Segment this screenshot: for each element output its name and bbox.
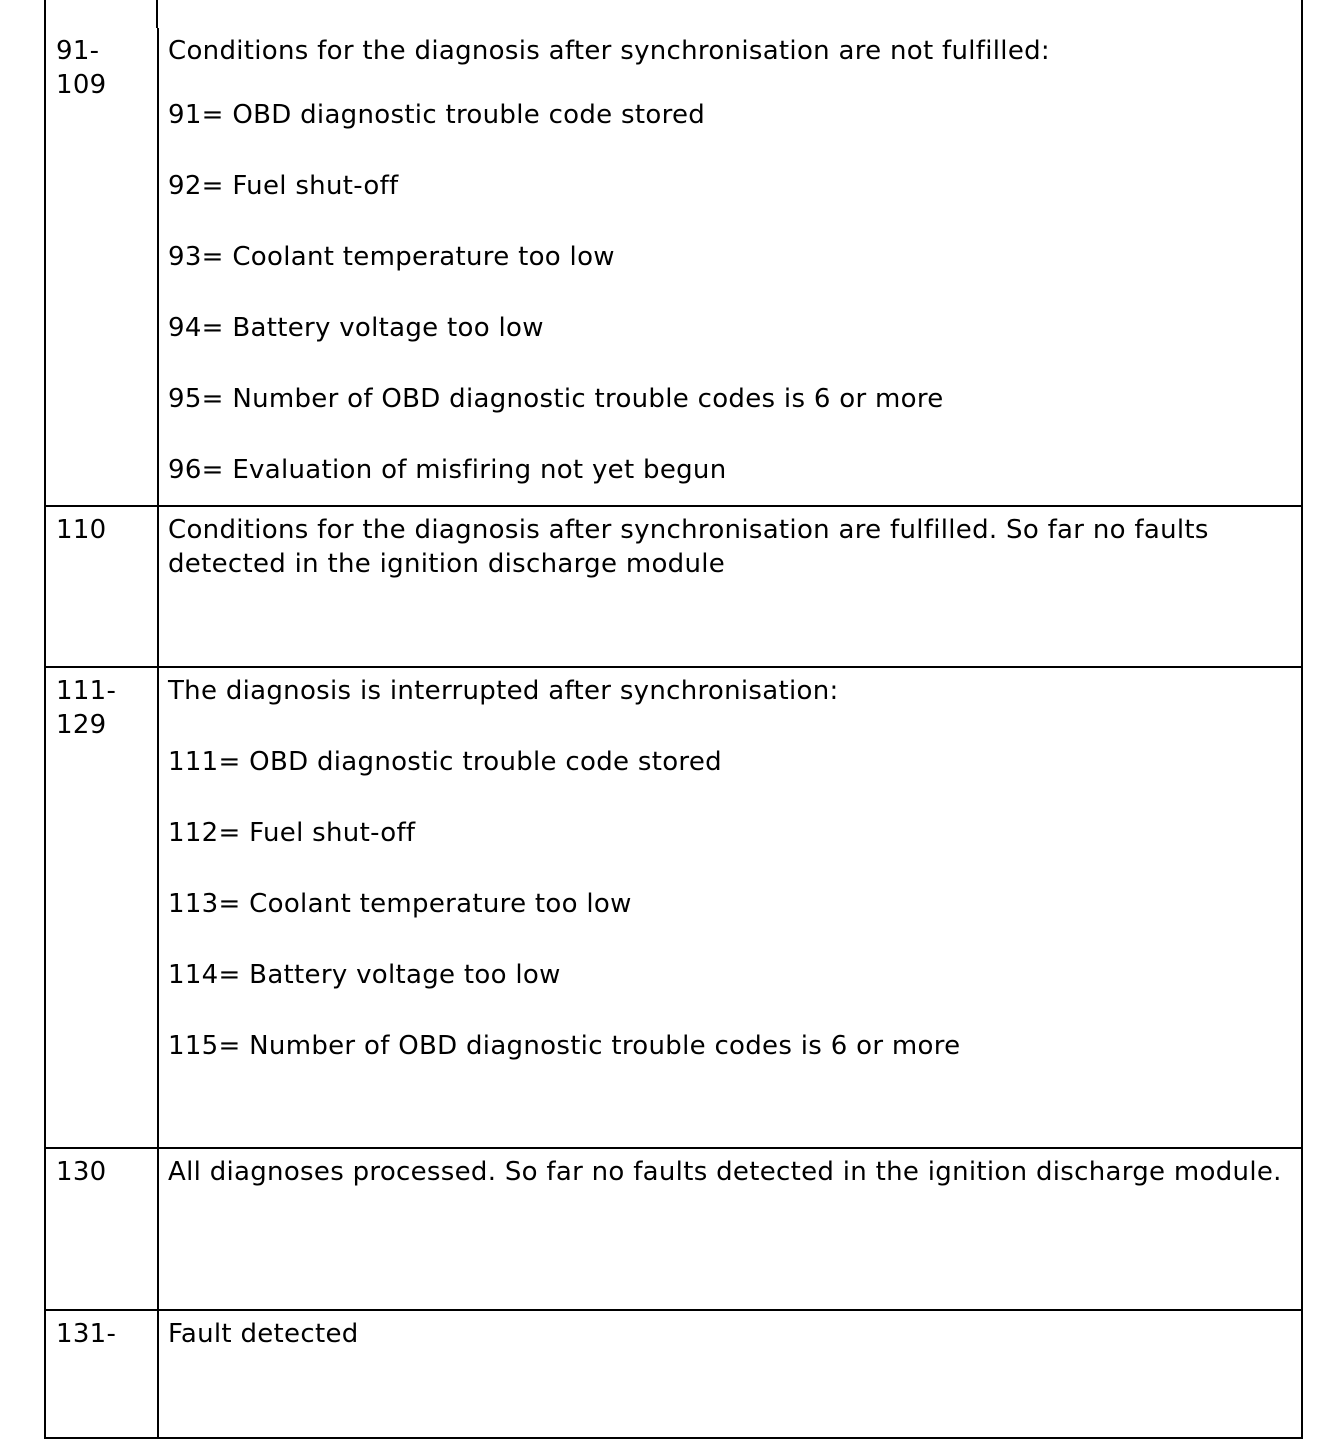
list-item: 93= Coolant temperature too low [168, 242, 615, 272]
code-range: 91- 109 [56, 36, 107, 100]
description-intro: Conditions for the diagnosis after synchronisation are not fulfilled: [168, 36, 1050, 66]
description-cell [158, 1148, 1302, 1310]
table-row [45, 28, 1302, 506]
list-item: 115= Number of OBD diagnostic trouble codes is 6 or more [168, 1031, 961, 1061]
code-cell [45, 667, 158, 1148]
list-item: 91= OBD diagnostic trouble code stored [168, 100, 706, 130]
description-cell [158, 1310, 1302, 1438]
code-cell [45, 1148, 158, 1310]
code-range: 131- [56, 1319, 117, 1349]
list-item: 112= Fuel shut-off [168, 818, 416, 848]
table-row [45, 506, 1302, 667]
list-item: 94= Battery voltage too low [168, 313, 544, 343]
table-row [45, 1148, 1302, 1310]
list-item: 113= Coolant temperature too low [168, 889, 632, 919]
table-row [45, 1310, 1302, 1438]
list-item: 96= Evaluation of misfiring not yet begun [168, 455, 727, 485]
description-intro: Conditions for the diagnosis after synchronisation are fulfilled. So far no faults detected in the ignition discharge module [168, 515, 1209, 579]
code-cell [45, 28, 158, 506]
measured-value-table [44, 28, 1303, 1439]
code-cell [45, 1310, 158, 1438]
right-border-line [1301, 0, 1303, 28]
description-intro: The diagnosis is interrupted after synchronisation: [168, 676, 839, 706]
description-intro: Fault detected [168, 1319, 359, 1349]
code-range: 110 [56, 515, 107, 545]
description-cell [158, 667, 1302, 1148]
table-row [45, 667, 1302, 1148]
code-range: 130 [56, 1157, 107, 1187]
description-intro: All diagnoses processed. So far no faults detected in the ignition discharge module. [168, 1157, 1282, 1187]
list-item: 92= Fuel shut-off [168, 171, 399, 201]
left-border-line [44, 0, 46, 28]
description-cell [158, 506, 1302, 667]
list-item: 111= OBD diagnostic trouble code stored [168, 747, 722, 777]
list-item: 95= Number of OBD diagnostic trouble codes is 6 or more [168, 384, 944, 414]
description-cell [158, 28, 1302, 506]
code-cell [45, 506, 158, 667]
code-range: 111- 129 [56, 676, 117, 740]
table-top-continuation [44, 0, 1303, 28]
list-item: 114= Battery voltage too low [168, 960, 561, 990]
column-divider-line [156, 0, 158, 28]
